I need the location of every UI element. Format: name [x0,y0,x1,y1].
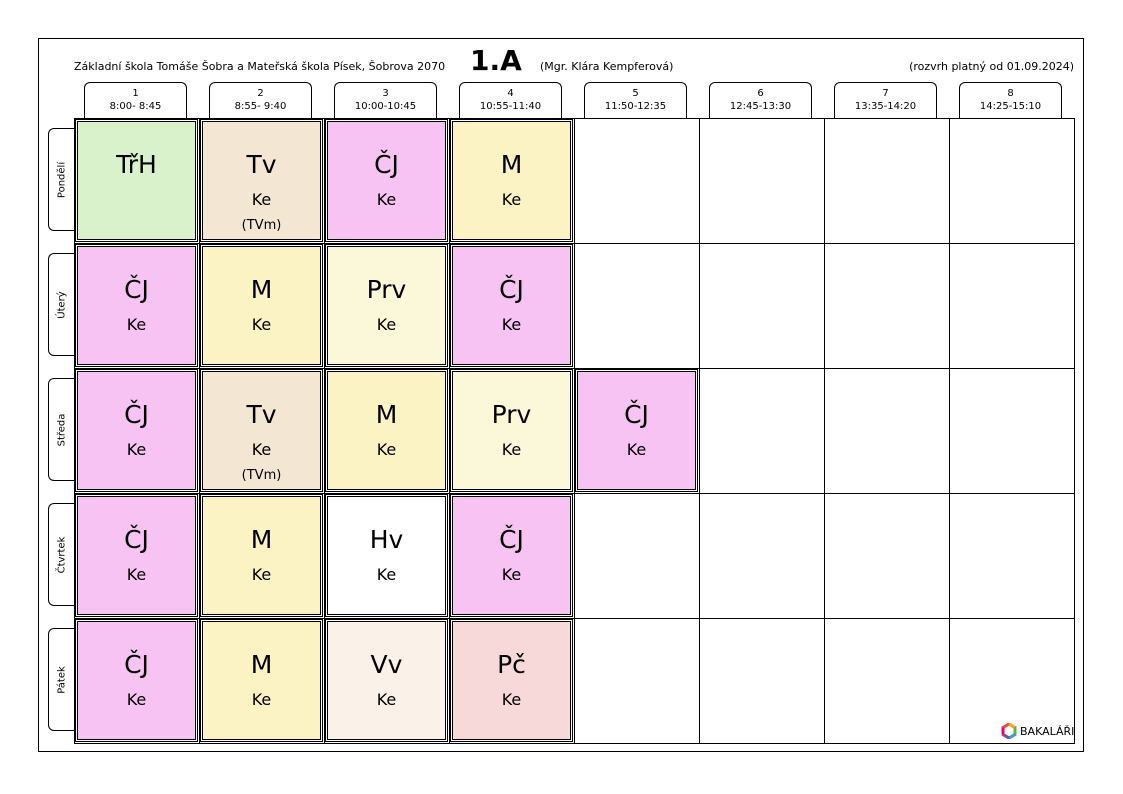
day-label-text: Úterý [56,290,67,319]
day-label [48,503,74,606]
lesson-cell[interactable] [77,121,196,240]
lesson-teacher: Ke [501,315,522,334]
bakalari-logo [1001,723,1074,739]
grid-column-line [449,118,450,744]
period-number: 3 [382,88,389,99]
lesson-teacher: Ke [251,190,272,209]
lesson-cell[interactable] [202,621,321,740]
period-header [459,82,562,118]
day-label [48,628,74,731]
period-header [834,82,937,118]
lesson-cell[interactable] [202,496,321,615]
lesson-cell[interactable] [327,496,446,615]
lesson-teacher: Ke [126,440,147,459]
grid-row-line [74,493,1075,494]
grid-row-line [74,368,1075,369]
period-time: 8:00- 8:45 [109,101,162,112]
period-number: 1 [132,88,139,99]
lesson-subject: M [250,275,273,304]
lesson-cell[interactable] [452,121,571,240]
period-header [709,82,812,118]
period-time: 10:55-11:40 [479,101,542,112]
lesson-cell[interactable] [77,621,196,740]
lesson-cell[interactable] [577,371,696,490]
lesson-cell[interactable] [77,371,196,490]
period-number: 4 [507,88,514,99]
lesson-subject: Tv [246,400,277,429]
lesson-subject: Hv [369,525,404,554]
lesson-cell[interactable] [327,246,446,365]
lesson-subject: ČJ [624,400,649,429]
lesson-cell[interactable] [452,371,571,490]
lesson-subject: Pč [497,650,526,679]
grid-column-line [949,118,950,744]
lesson-group: (TVm) [241,468,282,483]
period-header [209,82,312,118]
grid-column-line [699,118,700,744]
lesson-subject: ČJ [124,650,149,679]
lesson-teacher: Ke [626,440,647,459]
lesson-subject: Tv [246,150,277,179]
lesson-teacher: Ke [376,690,397,709]
lesson-cell[interactable] [327,121,446,240]
lesson-cell[interactable] [327,371,446,490]
lesson-teacher: Ke [126,690,147,709]
grid-column-line [824,118,825,744]
lesson-subject: M [375,400,398,429]
lesson-cell[interactable] [202,246,321,365]
lesson-subject: M [500,150,523,179]
lesson-teacher: Ke [376,565,397,584]
day-label [48,128,74,231]
lesson-subject: M [250,650,273,679]
period-number: 6 [757,88,764,99]
period-number: 8 [1007,88,1014,99]
lesson-cell[interactable] [452,621,571,740]
bakalari-logo-text: BAKALÁŘI [1020,724,1075,738]
school-name: Základní škola Tomáše Šobra a Mateřská škola Písek, Šobrova 2070 [74,60,446,73]
valid-from: (rozvrh platný od 01.09.2024) [909,60,1074,73]
period-header [584,82,687,118]
day-label-text: Pondělí [56,161,67,198]
grid-row-line [74,618,1075,619]
period-header [959,82,1062,118]
day-label-text: Čtvrtek [56,536,67,573]
lesson-teacher: Ke [376,315,397,334]
grid-row-line [74,243,1075,244]
lesson-subject: ČJ [499,275,524,304]
class-title: 1.A [470,44,522,77]
lesson-cell[interactable] [452,496,571,615]
day-label [48,378,74,481]
period-time: 14:25-15:10 [979,101,1042,112]
class-teacher: (Mgr. Klára Kempferová) [540,60,674,73]
lesson-subject: Vv [370,650,403,679]
day-label-text: Pátek [56,665,67,694]
period-header [84,82,187,118]
lesson-subject: Prv [366,275,407,304]
lesson-subject: M [250,525,273,554]
lesson-cell[interactable] [77,496,196,615]
lesson-subject: ČJ [499,525,524,554]
lesson-subject: ČJ [124,275,149,304]
lesson-teacher: Ke [126,315,147,334]
lesson-teacher: Ke [376,190,397,209]
lesson-teacher: Ke [501,690,522,709]
lesson-teacher: Ke [251,315,272,334]
lesson-subject: Prv [491,400,532,429]
day-label [48,253,74,356]
period-header [334,82,437,118]
lesson-teacher: Ke [251,565,272,584]
lesson-teacher: Ke [501,565,522,584]
lesson-subject: TřH [116,150,157,179]
grid-column-line [574,118,575,744]
lesson-cell[interactable] [452,246,571,365]
period-time: 8:55- 9:40 [234,101,287,112]
day-label-text: Středa [56,413,67,446]
period-number: 2 [257,88,264,99]
lesson-cell[interactable] [327,621,446,740]
lesson-cell[interactable] [77,246,196,365]
lesson-teacher: Ke [126,565,147,584]
lesson-subject: ČJ [124,525,149,554]
period-time: 12:45-13:30 [729,101,792,112]
lesson-subject: ČJ [374,150,399,179]
lesson-subject: ČJ [124,400,149,429]
lesson-teacher: Ke [501,440,522,459]
period-number: 5 [632,88,639,99]
lesson-group: (TVm) [241,218,282,233]
lesson-cell[interactable] [202,371,321,490]
grid-column-line [324,118,325,744]
period-time: 13:35-14:20 [854,101,917,112]
lesson-teacher: Ke [251,690,272,709]
lesson-teacher: Ke [501,190,522,209]
period-time: 11:50-12:35 [604,101,667,112]
grid-column-line [199,118,200,744]
lesson-cell[interactable] [202,121,321,240]
lesson-teacher: Ke [376,440,397,459]
period-time: 10:00-10:45 [354,101,417,112]
bakalari-hexagon-icon [1001,723,1017,739]
lesson-teacher: Ke [251,440,272,459]
period-number: 7 [882,88,889,99]
